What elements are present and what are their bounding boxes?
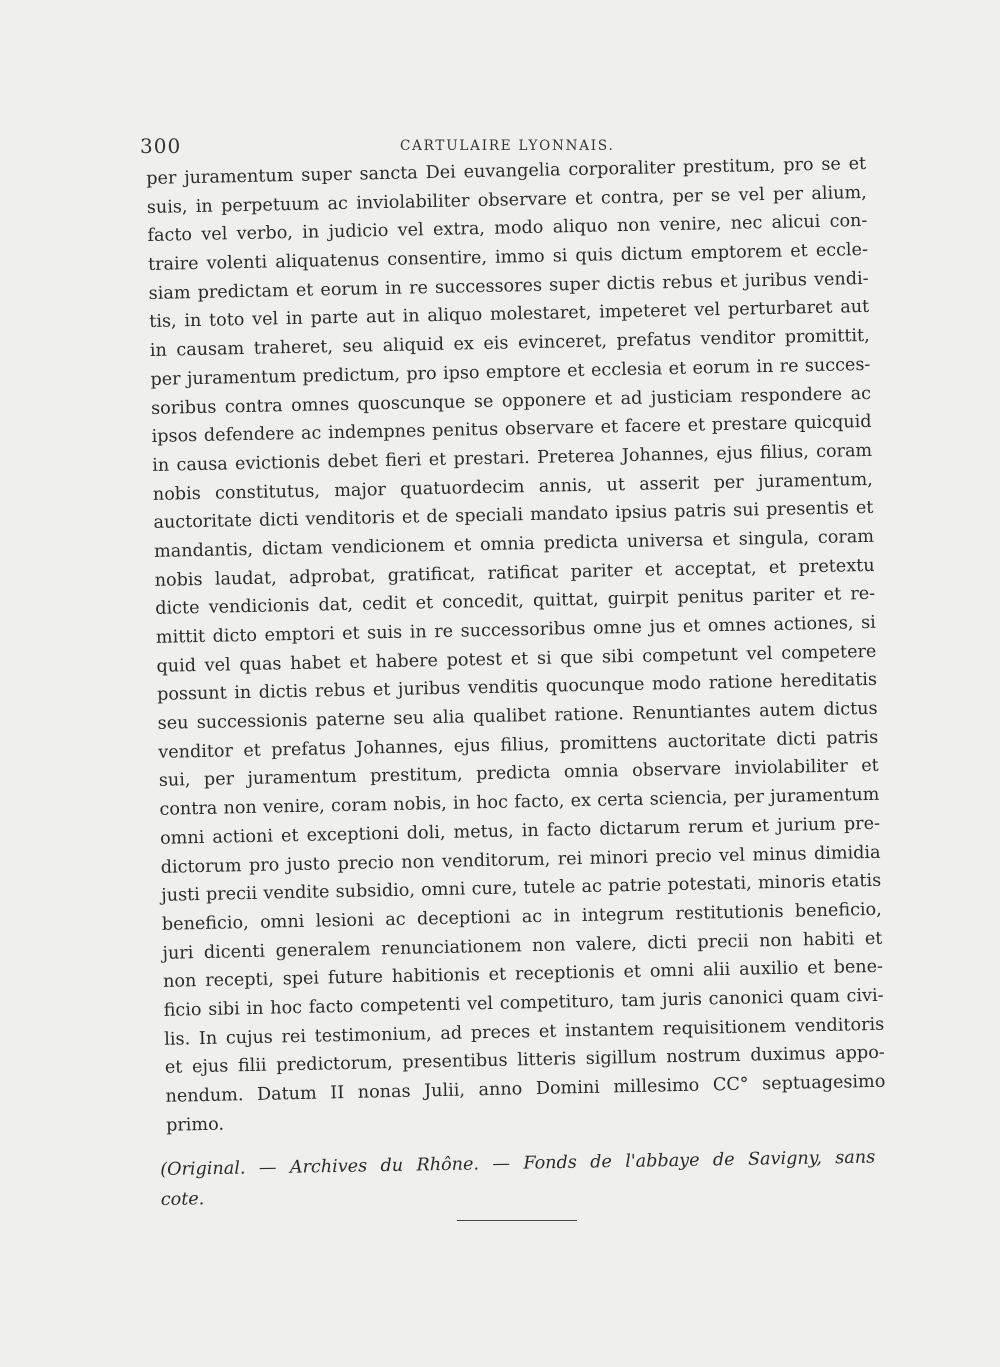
text-line: mandantis, dictam vendicionem et omnia predicta universa et singula, coram [153, 526, 875, 562]
charter-text [146, 150, 886, 1140]
text-line: soribus contra omnes quoscunque se opponere et ad justiciam respondere ac [150, 383, 872, 419]
text-line: beneficio, omni lesioni ac deceptioni ac in integrum restitutionis beneficio, [161, 899, 882, 935]
text-line: contra non venire, coram nobis, in hoc facto, ex certa sciencia, per juramentum [159, 784, 880, 820]
text-line: justi precii vendite subsidio, omni cure, tutele ac patrie potestati, minoris etatis [161, 870, 882, 907]
text-line: possunt in dictis rebus et juribus venditis quocunque modo ratione hereditatis [156, 670, 878, 706]
text-line: primo. [165, 1114, 225, 1136]
text-line: juri dicenti generalem renunciationem non valere, dicti precii non habiti et [162, 928, 883, 964]
closing-rule [457, 1220, 577, 1221]
text-line: per juramentum predictum, pro ipso emptore et ecclesia et eorum in re succes- [150, 354, 871, 390]
text-line: dicte vendicionis dat, cedit et concedit, quittat, guirpit penitus pariter et re- [155, 584, 876, 620]
running-title: CARTULAIRE LYONNAIS. [400, 138, 615, 154]
text-line: in causa evictionis debet fieri et prestari. Preterea Johannes, ejus filius, coram [152, 440, 873, 476]
text-line: facto vel verbo, in judicio vel extra, modo aliquo non venire, nec alicui con- [147, 211, 868, 247]
page-number: 300 [140, 134, 182, 158]
text-line: omni actioni et exceptioni doli, metus, in facto dictarum rerum et jurium pre- [159, 813, 881, 849]
text-line: ficio sibi in hoc facto competenti vel competituro, tam juris canonici quam civi- [163, 985, 884, 1021]
text-line: seu successionis paterne seu alia qualibet ratione. Renuntiantes autem dictus [157, 698, 878, 734]
text-line: nobis laudat, adprobat, gratificat, ratificat pariter et acceptat, et pretextu [154, 555, 875, 591]
text-line: sui, per juramentum prestitum, predicta omnia observare inviolabiliter et [158, 756, 879, 792]
text-line: quid vel quas habet et habere potest et si que sibi competunt vel competere [156, 641, 877, 677]
text-line: siam predictam et eorum in re successores super dictis rebus et juribus vendi- [148, 268, 869, 304]
text-line: auctoritate dicti venditoris et de speciali mandato ipsius patris sui presentis et [153, 498, 874, 534]
text-line: tis, in toto vel in parte aut in aliquo molestaret, impeteret vel perturbaret aut [149, 297, 870, 333]
text-line: lis. In cujus rei testimonium, ad preces et instantem requisitionem venditoris [164, 1014, 885, 1050]
text-line: dictorum pro justo precio non venditorum, rei minori precio vel minus dimidia [160, 842, 881, 878]
text-line: mittit dicto emptori et suis in re successoribus omne jus et omnes actiones, si [155, 612, 876, 648]
text-line: venditor et prefatus Johannes, ejus filius, promittens auctoritate dicti patris [158, 727, 879, 763]
text-line: per juramentum super sancta Dei euvangelia corporaliter prestitum, pro se et [146, 153, 867, 189]
text-line: non recepti, spei future habitionis et receptionis et omni alii auxilio et bene- [162, 956, 884, 993]
text-line: traire volenti aliquatenus consentire, immo si quis dictum emptorem et eccle- [147, 239, 869, 276]
text-line: et ejus filii predictorum, presentibus litteris sigillum nostrum duximus appo- [164, 1043, 885, 1079]
text-line: suis, in perpetuum ac inviolabiliter observare et contra, per se vel per alium, [146, 182, 867, 218]
text-line: ipsos defendere ac indempnes penitus observare et facere et prestare quicquid [151, 412, 872, 448]
text-line: nendum. Datum II nonas Julii, anno Domini millesimo CC° septuagesimo [165, 1071, 886, 1107]
source-note-line: (Original. — Archives du Rhône. — Fonds de l'abbaye de Savigny, sans [160, 1147, 876, 1180]
source-note [160, 1143, 876, 1215]
source-note-line: cote. [160, 1189, 205, 1210]
text-line: nobis constitutus, major quatuordecim annis, ut asserit per juramentum, [152, 469, 873, 505]
text-line: in causam traheret, seu aliquid ex eis evinceret, prefatus venditor promittit, [149, 326, 870, 362]
